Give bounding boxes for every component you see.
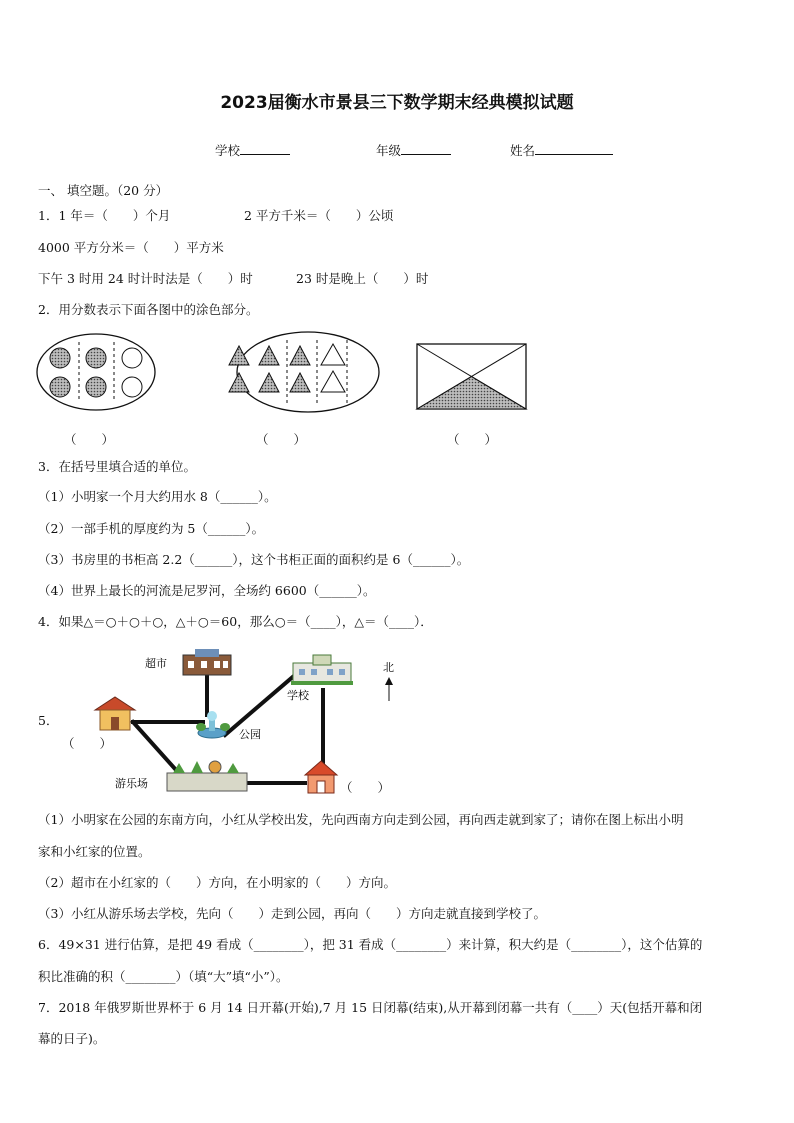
circles-figure: [37, 334, 155, 410]
park-label: 公园: [239, 728, 261, 741]
q7-line-2: 幕的日子)。: [38, 1031, 106, 1046]
north-label: 北: [383, 661, 394, 674]
q5-item-2: （2）超市在小红家的（ ）方向，在小明家的（ ）方向。: [38, 875, 396, 890]
q3-item-3: （3）书房里的书柜高 2.2（______），这个书柜正面的面积约是 6（______）。: [38, 552, 470, 567]
house-2-icon[interactable]: [305, 761, 337, 793]
park-fountain-icon[interactable]: [196, 711, 230, 738]
supermarket-label: 超市: [145, 657, 167, 670]
grade-label: 年级: [376, 143, 402, 158]
supermarket-icon[interactable]: [183, 649, 231, 675]
q2-text: 2．用分数表示下面各图中的涂色部分。: [38, 302, 259, 317]
q3-item-4: （4）世界上最长的河流是尼罗河，全场约 6600（______）。: [38, 583, 376, 598]
q3-item-2: （2）一部手机的厚度约为 5（______）。: [38, 521, 265, 536]
house-icon[interactable]: [95, 697, 135, 730]
q2-answer-1[interactable]: （ ）: [64, 432, 115, 447]
section-heading: 一、 填空题。（20 分）: [38, 183, 169, 198]
grade-field[interactable]: [376, 142, 451, 159]
q1-part-a: 1．1 年＝（ ）个月: [38, 208, 171, 223]
q3-text: 3．在括号里填合适的单位。: [38, 459, 196, 474]
q6-line-2: 积比准确的积（________）（填“大”填“小”）。: [38, 969, 289, 984]
q7-line-1: 7．2018 年俄罗斯世界杯于 6 月 14 日开幕(开始),7 月 15 日闭幕(结束),从开幕到闭幕一共有（____）天(包括开幕和闭: [38, 1000, 703, 1015]
grade-blank[interactable]: [401, 142, 451, 155]
school-field[interactable]: [215, 142, 290, 159]
q1-part-d: 下午 3 时用 24 时计时法是（ ）时: [38, 271, 253, 286]
name-field[interactable]: [510, 142, 613, 159]
q2-answer-3[interactable]: （ ）: [447, 432, 498, 447]
q2-answer-2[interactable]: （ ）: [256, 432, 307, 447]
q5-item-3: （3）小红从游乐场去学校，先向（ ）走到公园，再向（ ）方向走就直接到学校了。: [38, 906, 546, 921]
q1-part-e: 23 时是晚上（ ）时: [296, 271, 429, 286]
q6-line-1: 6．49×31 进行估算，是把 49 看成（________），把 31 看成（________）来计算，积大约是（________），这个估算的: [38, 937, 703, 952]
q5-number: 5．: [38, 713, 59, 728]
school-map-label: 学校: [287, 689, 309, 702]
rectangle-figure: [417, 344, 526, 409]
school-icon[interactable]: [291, 655, 353, 685]
page-title: 2023届衡水市景县三下数学期末经典模拟试题: [220, 93, 574, 113]
triangles-figure: [229, 332, 379, 412]
name-label: 姓名: [510, 143, 536, 158]
q3-item-1: （1）小明家一个月大约用水 8（______）。: [38, 489, 277, 504]
amusement-label: 游乐场: [115, 777, 148, 790]
school-blank[interactable]: [240, 142, 290, 155]
q5-item-1-cont: 家和小红家的位置。: [38, 844, 151, 859]
north-arrow-icon: [385, 677, 393, 701]
q1-part-b: 2 平方千米＝（ ）公顷: [244, 208, 394, 223]
q1-part-c: 4000 平方分米＝（ ）平方米: [38, 240, 224, 255]
map-right-paren[interactable]: （ ）: [340, 780, 391, 795]
school-label: 学校: [215, 143, 241, 158]
q5-item-1: （1）小明家在公园的东南方向，小红从学校出发，先向西南方向走到公园，再向西走就到家了；请你在图上标出小明: [38, 812, 684, 827]
amusement-park-icon[interactable]: [167, 761, 247, 791]
q4-text: 4．如果△＝○＋○＋○，△＋○＝60，那么○＝（____），△＝（____）．: [38, 614, 433, 629]
name-blank[interactable]: [535, 142, 613, 155]
map-left-paren[interactable]: （ ）: [62, 736, 113, 751]
q2-figures: [36, 330, 536, 415]
